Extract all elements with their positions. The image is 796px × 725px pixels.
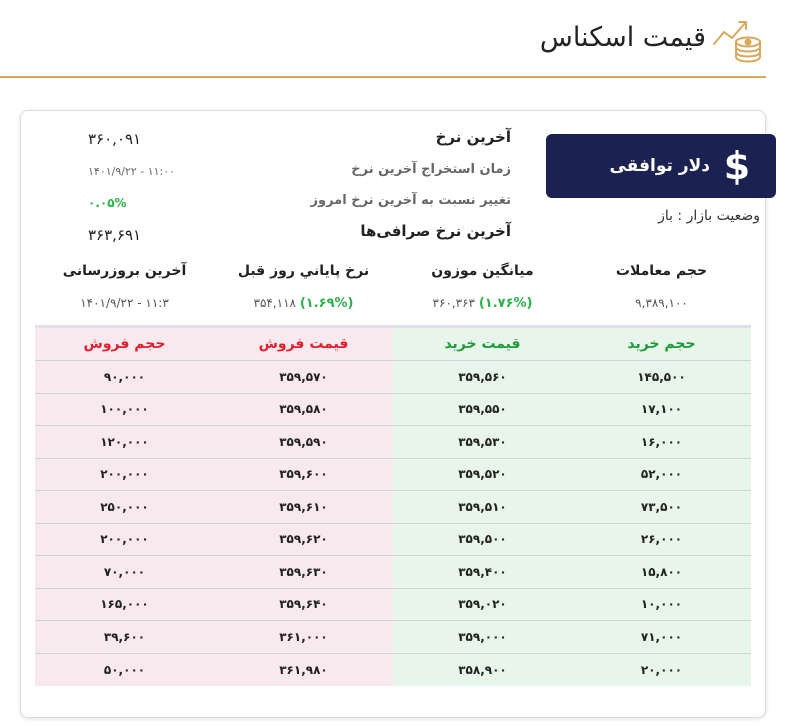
cell-buy-volume: ۱۰,۰۰۰ [572,589,751,622]
cell-sell-volume: ۱۰۰,۰۰۰ [35,394,214,427]
cell-sell-volume: ۹۰,۰۰۰ [35,361,214,394]
cell-buy-price: ۳۵۹,۴۰۰ [393,556,572,589]
table-row [35,361,751,394]
cell-buy-price: ۳۵۹,۰۰۰ [393,621,572,654]
stats-row [35,258,751,324]
table-row [35,621,751,654]
cell-buy-price: ۳۵۹,۵۲۰ [393,459,572,492]
change-label: تغییر نسبت به آخرین نرخ امروز [310,193,511,208]
stat-prev-close-value [214,296,393,311]
table-row [35,589,751,622]
cell-sell-price: ۳۵۹,۶۰۰ [214,459,393,492]
cell-sell-volume: ۳۹,۶۰۰ [35,621,214,654]
cell-buy-price: ۳۵۹,۵۱۰ [393,491,572,524]
cell-sell-price: ۳۵۹,۶۱۰ [214,491,393,524]
cell-buy-volume: ۲۰,۰۰۰ [572,654,751,687]
page-header [0,0,796,80]
cell-buy-volume: ۱۴۵,۵۰۰ [572,361,751,394]
cell-sell-volume: ۱۶۵,۰۰۰ [35,589,214,622]
table-row [35,426,751,459]
cell-sell-price: ۳۵۹,۵۹۰ [214,426,393,459]
cell-sell-price: ۳۵۹,۶۲۰ [214,524,393,557]
cell-buy-price: ۳۵۹,۵۵۰ [393,394,572,427]
table-row [35,459,751,492]
cell-sell-price: ۳۶۱,۹۸۰ [214,654,393,687]
cell-sell-volume: ۷۰,۰۰۰ [35,556,214,589]
dollar-icon: $ [723,144,751,188]
cell-buy-volume: ۷۳,۵۰۰ [572,491,751,524]
cell-buy-volume: ۷۱,۰۰۰ [572,621,751,654]
last-rate-label: آخرین نرخ [435,128,511,146]
table-body [35,361,751,686]
stat-prev-close [214,258,393,311]
cell-buy-volume: ۲۶,۰۰۰ [572,524,751,557]
cell-buy-volume: ۱۵,۸۰۰ [572,556,751,589]
stat-last-update [35,258,214,310]
header-sell-volume: حجم فروش [35,328,214,361]
cell-sell-price: ۳۵۹,۶۳۰ [214,556,393,589]
cell-buy-price: ۳۵۹,۰۲۰ [393,589,572,622]
table-row [35,654,751,687]
currency-button[interactable] [546,134,776,198]
header-buy-price: قیمت خرید [393,328,572,361]
table-row [35,556,751,589]
stat-last-update-label: آخرین بروزرسانی [62,263,187,279]
cell-sell-price: ۳۵۹,۶۴۰ [214,589,393,622]
table-header-row [35,328,751,361]
exchange-rate-label: آخرین نرخ صرافی‌ها [360,222,511,240]
cell-sell-volume: ۱۲۰,۰۰۰ [35,426,214,459]
header-sell-price: قیمت فروش [214,328,393,361]
stat-last-update-value: ۱۴۰۱/۹/۲۲ - ۱۱:۳ [80,296,169,310]
stat-prev-close-number: ۳۵۴,۱۱۸ [253,296,296,310]
cell-buy-volume: ۵۲,۰۰۰ [572,459,751,492]
page-title: قیمت اسکناس [539,22,706,53]
stat-prev-close-label: نرخ پاياني روز قبل [237,263,370,279]
cell-sell-volume: ۲۰۰,۰۰۰ [35,524,214,557]
cell-buy-price: ۳۵۹,۵۳۰ [393,426,572,459]
stat-volume [572,258,751,310]
cell-buy-price: ۳۵۹,۵۶۰ [393,361,572,394]
stat-volume-label: حجم معاملات [615,263,708,279]
last-rate-value: ۳۶۰,۰۹۱ [88,130,142,148]
table-row [35,491,751,524]
coins-growth-icon [710,14,766,70]
table-row [35,394,751,427]
stat-weighted-avg-value [393,296,572,311]
stat-weighted-avg-label: میانگین موزون [431,263,534,279]
order-book-table [35,325,751,686]
stat-weighted-avg [393,258,572,311]
stat-volume-value: ۹,۳۸۹,۱۰۰ [635,296,688,310]
change-value: ۰.۰۵% [88,196,127,210]
stat-prev-close-pct: (۱.۶۹%) [299,296,354,311]
cell-sell-price: ۳۵۹,۵۸۰ [214,394,393,427]
stat-weighted-avg-pct: (۱.۷۶%) [478,296,533,311]
extract-time-label: زمان استخراج آخرین نرخ [351,162,511,177]
cell-buy-price: ۳۵۸,۹۰۰ [393,654,572,687]
stat-weighted-avg-number: ۳۶۰,۳۶۳ [432,296,475,310]
header-divider [0,76,766,78]
cell-sell-volume: ۵۰,۰۰۰ [35,654,214,687]
extract-time-value: ۱۴۰۱/۹/۲۲ - ۱۱:۰۰ [88,165,176,178]
cell-sell-volume: ۲۰۰,۰۰۰ [35,459,214,492]
cell-sell-volume: ۲۵۰,۰۰۰ [35,491,214,524]
cell-sell-price: ۳۵۹,۵۷۰ [214,361,393,394]
cell-buy-volume: ۱۶,۰۰۰ [572,426,751,459]
market-status: وضعیت بازار : باز [658,208,760,224]
table-row [35,524,751,557]
cell-buy-price: ۳۵۹,۵۰۰ [393,524,572,557]
cell-sell-price: ۳۶۱,۰۰۰ [214,621,393,654]
header-buy-volume: حجم خرید [572,328,751,361]
cell-buy-volume: ۱۷,۱۰۰ [572,394,751,427]
currency-label: دلار توافقی [609,156,710,176]
exchange-rate-value: ۳۶۳,۶۹۱ [88,226,142,244]
